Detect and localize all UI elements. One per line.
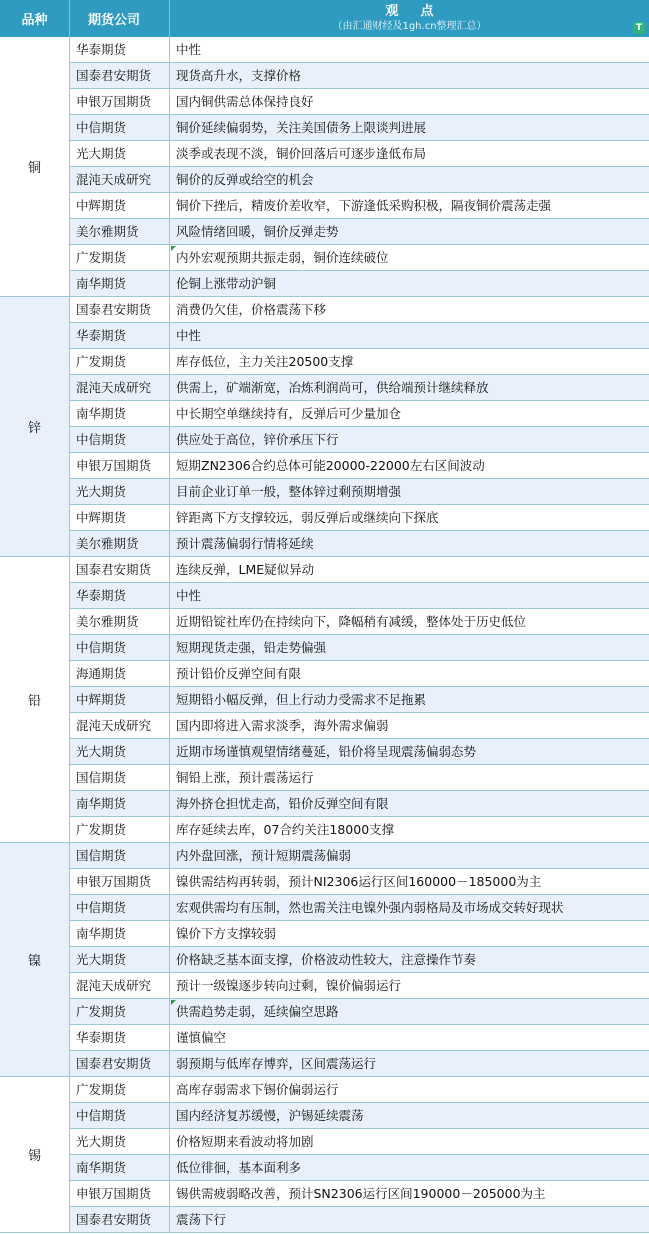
view-text: 现货高升水，支撑价格: [176, 68, 302, 83]
view-text: 近期铅锭社库仍在持续向下，降幅稍有减缓，整体处于历史低位: [176, 614, 527, 629]
view-text: 短期ZN2306合约总体可能20000-22000左右区间波动: [176, 458, 485, 473]
company-cell: 中信期货: [70, 895, 170, 920]
view-cell: [170, 63, 649, 88]
view-cell: [170, 817, 649, 842]
table-row: [70, 193, 649, 219]
header-view: [170, 0, 649, 37]
view-cell: [170, 557, 649, 582]
view-text: 预计震荡偏弱行情将延续: [176, 536, 314, 551]
company-cell: 光大期货: [70, 1129, 170, 1154]
view-cell: [170, 37, 649, 62]
view-text: 伦铜上涨带动沪铜: [176, 276, 277, 291]
view-text: 预计一级镍逐步转向过剩，镍价偏弱运行: [176, 978, 402, 993]
table-row: [70, 401, 649, 427]
company-cell: 美尔雅期货: [70, 531, 170, 556]
view-text: 铜价延续偏弱势，关注美国债务上限谈判进展: [176, 120, 427, 135]
table-row: [70, 1207, 649, 1233]
view-cell: [170, 1207, 649, 1232]
company-cell: 国信期货: [70, 765, 170, 790]
view-text: 近期市场谨慎观望情绪蔓延，铅价将呈现震荡偏弱态势: [176, 744, 477, 759]
metal-group-label: 锡: [0, 1077, 70, 1233]
view-text: 锡供需疲弱略改善，预计SN2306运行区间190000－205000为主: [176, 1186, 546, 1201]
table-row: [70, 323, 649, 349]
company-cell: 广发期货: [70, 245, 170, 270]
view-cell: [170, 115, 649, 140]
table-row: [70, 869, 649, 895]
table-row: [70, 427, 649, 453]
table-row: [70, 583, 649, 609]
view-cell: [170, 765, 649, 790]
table-row: [70, 843, 649, 869]
view-cell: [170, 245, 649, 270]
table-row: [70, 1025, 649, 1051]
table-row: [70, 635, 649, 661]
metal-group-label: 铅: [0, 557, 70, 843]
company-cell: 国泰君安期货: [70, 1051, 170, 1076]
view-cell: [170, 635, 649, 660]
view-cell: [170, 479, 649, 504]
table-row: [70, 1129, 649, 1155]
view-cell: [170, 89, 649, 114]
table-row: [70, 115, 649, 141]
table-row: [70, 349, 649, 375]
view-text: 供应处于高位，锌价承压下行: [176, 432, 339, 447]
company-cell: 混沌天成研究: [70, 973, 170, 998]
view-text: 镍价下方支撑较弱: [176, 926, 277, 941]
view-cell: [170, 193, 649, 218]
view-cell: [170, 297, 649, 322]
view-text: 中性: [176, 42, 202, 57]
company-cell: 美尔雅期货: [70, 219, 170, 244]
view-text: 价格短期来看波动将加剧: [176, 1134, 314, 1149]
view-cell: [170, 609, 649, 634]
table-row: [70, 1103, 649, 1129]
view-cell: [170, 531, 649, 556]
table-header: [0, 0, 649, 38]
company-cell: 广发期货: [70, 1077, 170, 1102]
view-text: 国内即将进入需求淡季，海外需求偏弱: [176, 718, 389, 733]
view-text: 国内经济复苏缓慢，沪锡延续震荡: [176, 1108, 364, 1123]
view-cell: [170, 895, 649, 920]
view-text: 库存延续去库，07合约关注18000支撑: [176, 822, 395, 837]
view-text: 铜价下挫后，精废价差收窄，下游逢低采购积极，隔夜铜价震荡走强: [176, 198, 552, 213]
company-cell: 中信期货: [70, 635, 170, 660]
view-text: 风险情绪回暖，铜价反弹走势: [176, 224, 339, 239]
header-kind: 品种: [0, 0, 70, 37]
view-text: 消费仍欠佳，价格震荡下移: [176, 302, 327, 317]
table-row: [70, 609, 649, 635]
view-text: 弱预期与低库存博弈，区间震荡运行: [176, 1056, 377, 1071]
company-cell: 申银万国期货: [70, 1181, 170, 1206]
metal-group-label: 镍: [0, 843, 70, 1077]
company-cell: 中信期货: [70, 115, 170, 140]
company-cell: 国泰君安期货: [70, 557, 170, 582]
view-cell: [170, 1051, 649, 1076]
view-cell: [170, 1025, 649, 1050]
company-cell: 华泰期货: [70, 1025, 170, 1050]
view-text: 连续反弹，LME疑似异动: [176, 562, 315, 577]
view-cell: [170, 921, 649, 946]
company-cell: 国信期货: [70, 843, 170, 868]
table-row: [70, 1051, 649, 1077]
table-row: [70, 661, 649, 687]
view-text: 铜铅上涨，预计震荡运行: [176, 770, 314, 785]
header-company: 期货公司: [70, 0, 170, 37]
metal-group-label: 锌: [0, 297, 70, 557]
comment-marker-icon: [171, 1000, 176, 1005]
view-text: 供需趋势走弱，延续偏空思路: [176, 1004, 339, 1019]
view-cell: [170, 713, 649, 738]
view-cell: [170, 869, 649, 894]
table-row: [70, 687, 649, 713]
view-cell: [170, 947, 649, 972]
company-cell: 混沌天成研究: [70, 375, 170, 400]
view-text: 预计铅价反弹空间有限: [176, 666, 302, 681]
view-text: 锌距离下方支撑较远，弱反弹后或继续向下探底: [176, 510, 439, 525]
view-text: 内外盘回涨，预计短期震荡偏弱: [176, 848, 352, 863]
metal-group-label: 铜: [0, 37, 70, 297]
company-cell: 海通期货: [70, 661, 170, 686]
view-cell: [170, 323, 649, 348]
table-row: [70, 453, 649, 479]
table-row: [70, 297, 649, 323]
view-cell: [170, 271, 649, 296]
company-cell: 广发期货: [70, 349, 170, 374]
table-row: [70, 37, 649, 63]
table-row: [70, 973, 649, 999]
table-row: [70, 817, 649, 843]
company-cell: 光大期货: [70, 141, 170, 166]
company-cell: 国泰君安期货: [70, 63, 170, 88]
table-row: [70, 375, 649, 401]
table-row: [70, 531, 649, 557]
company-cell: 中辉期货: [70, 505, 170, 530]
view-text: 镍供需结构再转弱，预计NI2306运行区间160000－185000为主: [176, 874, 542, 889]
view-cell: [170, 219, 649, 244]
view-cell: [170, 583, 649, 608]
view-text: 中性: [176, 328, 202, 343]
view-text: 价格缺乏基本面支撑，价格波动性较大，注意操作节奏: [176, 952, 477, 967]
company-cell: 混沌天成研究: [70, 713, 170, 738]
company-cell: 南华期货: [70, 1155, 170, 1180]
table-row: [70, 713, 649, 739]
view-text: 海外挤仓担忧走高，铅价反弹空间有限: [176, 796, 389, 811]
view-cell: [170, 167, 649, 192]
table-row: [70, 1077, 649, 1103]
view-cell: [170, 401, 649, 426]
table-row: [70, 791, 649, 817]
table-row: [70, 947, 649, 973]
view-text: 供需上，矿端渐宽，冶炼利润尚可，供给端预计继续释放: [176, 380, 489, 395]
company-cell: 南华期货: [70, 921, 170, 946]
view-cell: [170, 505, 649, 530]
company-cell: 华泰期货: [70, 37, 170, 62]
view-text: 目前企业订单一般，整体锌过剩预期增强: [176, 484, 402, 499]
table-row: [70, 89, 649, 115]
view-text: 库存低位，主力关注20500支撑: [176, 354, 354, 369]
view-cell: [170, 1181, 649, 1206]
company-cell: 广发期货: [70, 817, 170, 842]
view-text: 宏观供需均有压制，然也需关注电镍外强内弱格局及市场成交转好现状: [176, 900, 564, 915]
table-row: [70, 739, 649, 765]
view-cell: [170, 739, 649, 764]
company-cell: 国泰君安期货: [70, 297, 170, 322]
table-row: [70, 557, 649, 583]
company-cell: 光大期货: [70, 479, 170, 504]
company-cell: 光大期货: [70, 739, 170, 764]
company-cell: 混沌天成研究: [70, 167, 170, 192]
view-cell: [170, 427, 649, 452]
view-cell: [170, 349, 649, 374]
view-text: 低位徘徊，基本面利多: [176, 1160, 302, 1175]
company-cell: 南华期货: [70, 791, 170, 816]
table-row: [70, 505, 649, 531]
view-text: 内外宏观预期共振走弱，铜价连续破位: [176, 250, 389, 265]
table-row: [70, 479, 649, 505]
table-row: [70, 765, 649, 791]
view-cell: [170, 375, 649, 400]
company-cell: 中辉期货: [70, 193, 170, 218]
view-text: 铜价的反弹或给空的机会: [176, 172, 314, 187]
view-cell: [170, 973, 649, 998]
filter-badge-icon[interactable]: T: [633, 22, 645, 34]
view-cell: [170, 661, 649, 686]
company-cell: 申银万国期货: [70, 89, 170, 114]
view-text: 淡季或表现不淡，铜价回落后可逐步逢低布局: [176, 146, 427, 161]
company-cell: 国泰君安期货: [70, 1207, 170, 1232]
view-text: 短期铅小幅反弹，但上行动力受需求不足拖累: [176, 692, 427, 707]
view-text: 中长期空单继续持有，反弹后可少量加仓: [176, 406, 402, 421]
view-text: 高库存弱需求下锡价偏弱运行: [176, 1082, 339, 1097]
view-text: 中性: [176, 588, 202, 603]
company-cell: 华泰期货: [70, 583, 170, 608]
table-row: [70, 271, 649, 297]
view-cell: [170, 141, 649, 166]
table-row: [70, 999, 649, 1025]
view-cell: [170, 843, 649, 868]
view-text: 谨慎偏空: [176, 1030, 227, 1045]
view-cell: [170, 1155, 649, 1180]
view-cell: [170, 791, 649, 816]
view-cell: [170, 999, 649, 1024]
company-cell: 申银万国期货: [70, 453, 170, 478]
company-cell: 中信期货: [70, 427, 170, 452]
view-text: 震荡下行: [176, 1212, 227, 1227]
company-cell: 华泰期货: [70, 323, 170, 348]
table-row: [70, 167, 649, 193]
view-text: 国内铜供需总体保持良好: [176, 94, 314, 109]
header-view-subtitle: （由汇通财经及1gh.cn整理汇总）: [332, 21, 487, 32]
company-cell: 美尔雅期货: [70, 609, 170, 634]
header-view-title: 观点: [385, 4, 456, 19]
table-row: [70, 1155, 649, 1181]
table-row: [70, 63, 649, 89]
table-row: [70, 921, 649, 947]
view-cell: [170, 1103, 649, 1128]
view-cell: [170, 1129, 649, 1154]
view-text: 短期现货走强，铅走势偏强: [176, 640, 327, 655]
table-row: [70, 1181, 649, 1207]
company-cell: 申银万国期货: [70, 869, 170, 894]
view-cell: [170, 453, 649, 478]
company-cell: 光大期货: [70, 947, 170, 972]
table-row: [70, 219, 649, 245]
company-cell: 中信期货: [70, 1103, 170, 1128]
company-cell: 广发期货: [70, 999, 170, 1024]
table-row: [70, 141, 649, 167]
table-row: [70, 245, 649, 271]
table-row: [70, 895, 649, 921]
company-cell: 南华期货: [70, 401, 170, 426]
company-cell: 中辉期货: [70, 687, 170, 712]
view-cell: [170, 687, 649, 712]
company-cell: 南华期货: [70, 271, 170, 296]
comment-marker-icon: [171, 246, 176, 251]
view-cell: [170, 1077, 649, 1102]
